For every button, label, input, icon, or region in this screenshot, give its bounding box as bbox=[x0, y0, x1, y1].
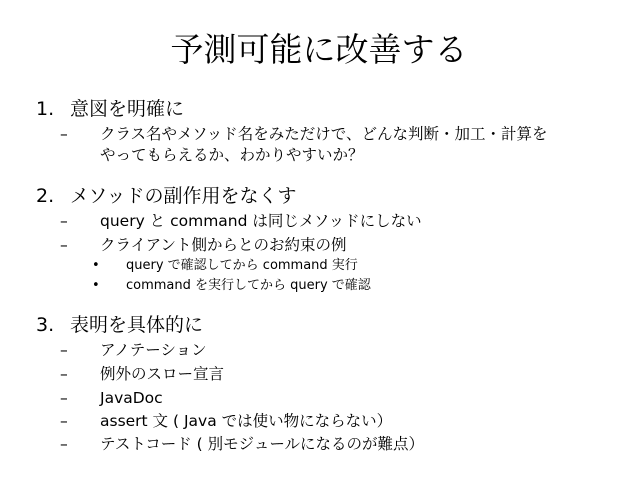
subitem-text: query で確認してから command 実行 bbox=[126, 258, 358, 273]
slide-title: 予測可能に改善する bbox=[170, 30, 468, 69]
section-3-item-2 bbox=[60, 364, 224, 385]
item-text: テストコード ( 別モジュールになるのが難点） bbox=[100, 435, 425, 453]
dash-marker: – bbox=[60, 236, 68, 254]
subitem-text: command を実行してから query で確認 bbox=[126, 278, 371, 293]
item-text: 例外のスロー宣言 bbox=[100, 365, 225, 383]
section-3-item-5 bbox=[60, 434, 424, 455]
section-1-item-1 bbox=[60, 124, 548, 166]
dash-marker: – bbox=[60, 389, 68, 407]
section-2-subitem-2 bbox=[92, 277, 371, 295]
section-2-item-1 bbox=[60, 211, 422, 232]
section-2-heading bbox=[36, 184, 296, 208]
item-text-line-2: やってもらえるか、わかりやすいか？ bbox=[100, 146, 364, 164]
section-2-subitem-1 bbox=[92, 257, 358, 275]
item-text: アノテーション bbox=[100, 341, 207, 359]
item-text: assert 文 ( Java では使い物にならない） bbox=[100, 412, 393, 430]
dash-marker: – bbox=[60, 125, 68, 143]
section-3-item-3 bbox=[60, 388, 163, 409]
section-3-heading bbox=[36, 313, 203, 337]
section-3-item-1 bbox=[60, 340, 207, 361]
dash-marker: – bbox=[60, 412, 68, 430]
section-heading-text: 意図を明確に bbox=[70, 98, 185, 120]
item-text: クライアント側からとのお約束の例 bbox=[100, 236, 347, 254]
item-text: query と command は同じメソッドにしない bbox=[100, 212, 422, 230]
section-2-item-2 bbox=[60, 235, 346, 256]
section-number: 2. bbox=[36, 185, 55, 207]
dash-marker: – bbox=[60, 365, 68, 383]
section-1-heading bbox=[36, 97, 184, 121]
section-heading-text: メソッドの副作用をなくす bbox=[70, 185, 297, 207]
dash-marker: – bbox=[60, 435, 68, 453]
section-number: 1. bbox=[36, 98, 55, 120]
section-heading-text: 表明を具体的に bbox=[70, 314, 204, 336]
section-number: 3. bbox=[36, 314, 55, 336]
section-3-item-4 bbox=[60, 411, 392, 432]
dash-marker: – bbox=[60, 341, 68, 359]
item-text: JavaDoc bbox=[100, 389, 163, 407]
bullet-marker: • bbox=[92, 278, 100, 293]
item-text-line-1: クラス名やメソッド名をみただけで、どんな判断・加工・計算を bbox=[100, 125, 548, 143]
dash-marker: – bbox=[60, 212, 68, 230]
bullet-marker: • bbox=[92, 258, 100, 273]
